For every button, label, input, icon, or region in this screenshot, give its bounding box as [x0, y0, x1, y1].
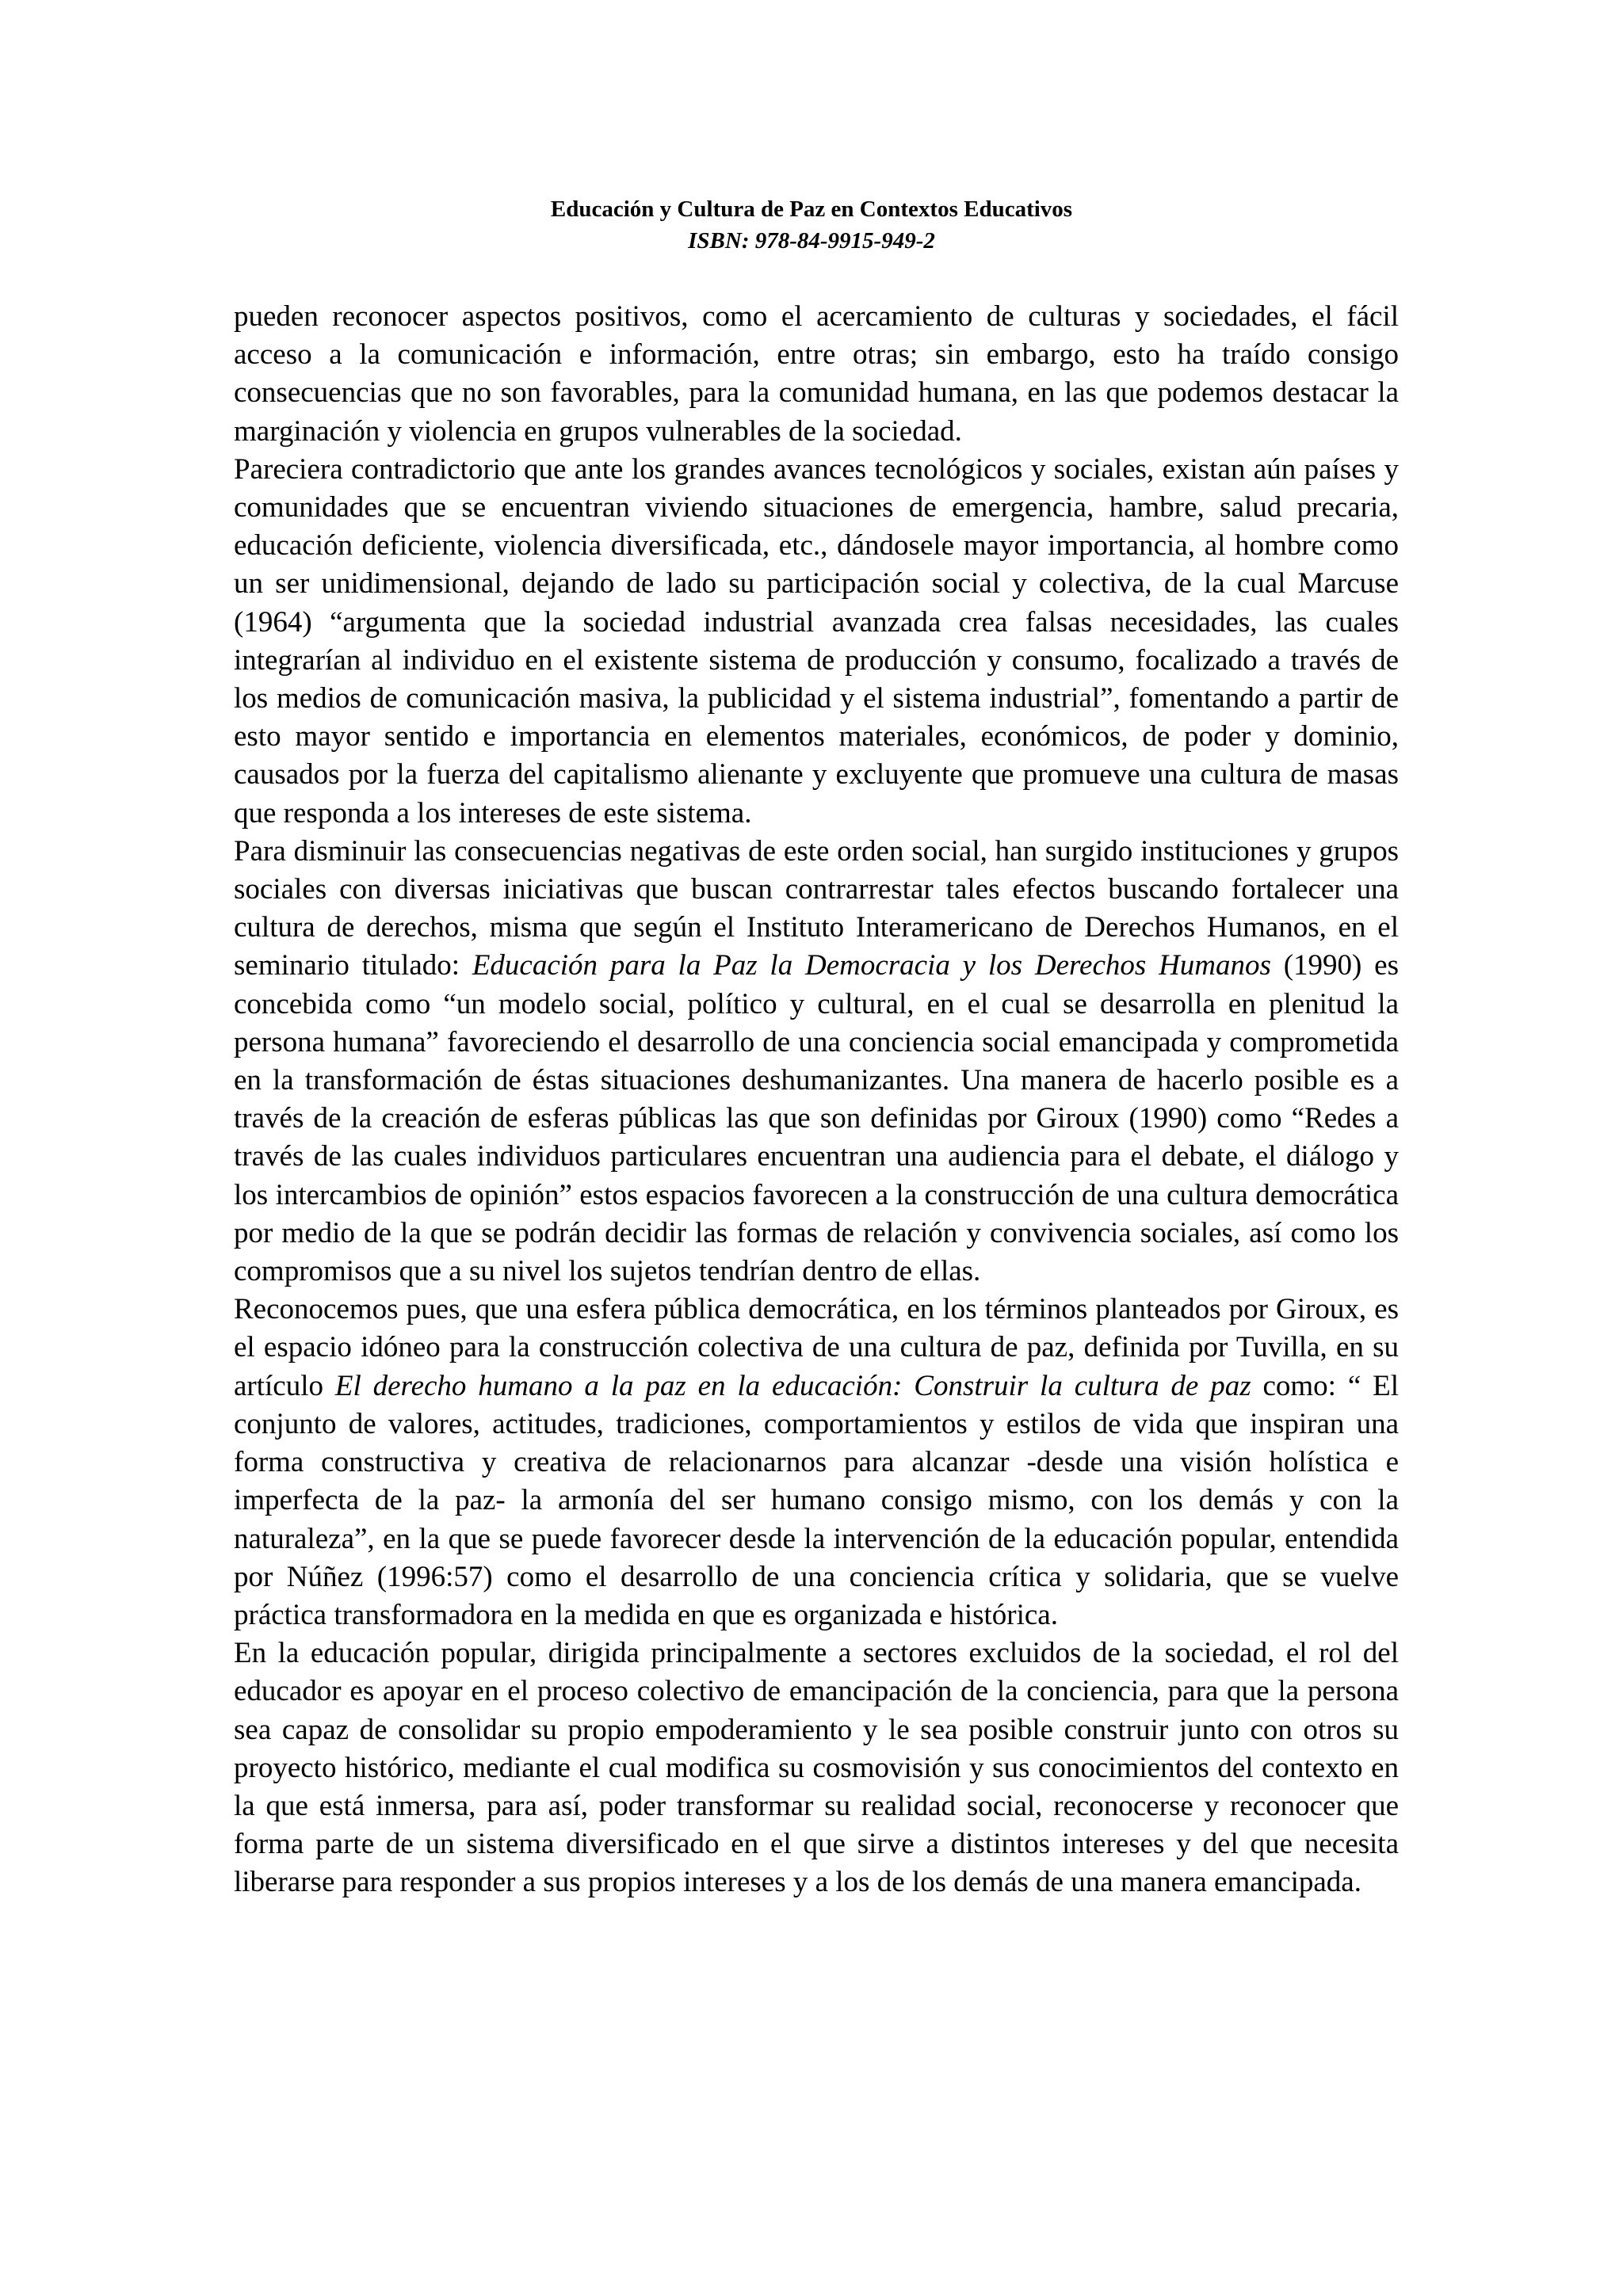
header-title: Educación y Cultura de Paz en Contextos Educativos [550, 196, 1073, 222]
paragraph-text: pueden reconocer aspectos positivos, como el acercamiento de culturas y sociedades, el fácil acceso a la comunicación e información, entre otras; sin embargo, esto ha traído consigo consecuencias que no son favorables, para la comunidad humana, en las que podemos destacar la marginación y violencia en grupos vulnerables de la sociedad. [234, 300, 1399, 448]
body-text [234, 298, 1399, 1902]
header-isbn: ISBN: 978-84-9915-949-2 [688, 228, 935, 254]
paragraph-text: Para disminuir las consecuencias negativas de este orden social, han surgido instituciones y grupos sociales con diversas iniciativas que buscan contrarrestar tales efectos buscando fortalecer una cultura de derechos, misma que según el Instituto Interamericano de Derechos Humanos, en el seminario titulado: [234, 834, 1399, 982]
article-title-italic: El derecho humano a la paz en la educación: Construir la cultura de paz [334, 1369, 1251, 1402]
paragraph [234, 833, 1399, 1291]
paragraph-text: En la educación popular, dirigida principalmente a sectores excluidos de la sociedad, el rol del educador es apoyar en el proceso colectivo de emancipación de la conciencia, para que la persona sea capaz de consolidar su propio empoderamiento y le sea posible construir junto con otros su proyecto histórico, mediante el cual modifica su cosmovisión y sus conocimientos del contexto en la que está inmersa, para así, poder transformar su realidad social, reconocerse y reconocer que forma parte de un sistema diversificado en el que sirve a distintos intereses y del que necesita liberarse para responder a sus propios intereses y a los de los demás de una manera emancipada. [234, 1637, 1399, 1899]
running-header [0, 193, 1623, 257]
paragraph [234, 298, 1399, 451]
seminar-title-italic: Educación para la Paz la Democracia y los Derechos Humanos [472, 949, 1271, 982]
paragraph [234, 1634, 1399, 1901]
paragraph [234, 451, 1399, 833]
paragraph-text: como: “ El conjunto de valores, actitudes, tradiciones, comportamientos y estilos de vida que inspiran una forma constructiva y creativa de relacionarnos para alcanzar -desde una visión holística e imperfecta de la paz- la armonía del ser humano consigo mismo, con los demás y con la naturaleza”, en la que se puede favorecer desde la intervención de la educación popular, entendida por Núñez (1996:57) como el desarrollo de una conciencia crítica y solidaria, que se vuelve práctica transformadora en la medida en que es organizada e histórica. [234, 1369, 1399, 1631]
paragraph [234, 1291, 1399, 1634]
paragraph-text: Pareciera contradictorio que ante los grandes avances tecnológicos y sociales, existan aún países y comunidades que se encuentran viviendo situaciones de emergencia, hambre, salud precaria, educación deficiente, violencia diversificada, etc., dándosele mayor importancia, al hombre como un ser unidimensional, dejando de lado su participación social y colectiva, de la cual Marcuse (1964) “argumenta que la sociedad industrial avanzada crea falsas necesidades, las cuales integrarían al individuo en el existente sistema de producción y consumo, focalizado a través de los medios de comunicación masiva, la publicidad y el sistema industrial”, fomentando a partir de esto mayor sentido e importancia en elementos materiales, económicos, de poder y dominio, causados por la fuerza del capitalismo alienante y excluyente que promueve una cultura de masas que responda a los intereses de este sistema. [234, 452, 1399, 830]
paragraph-text: (1990) es concebida como “un modelo social, político y cultural, en el cual se desarrolla en plenitud la persona humana” favoreciendo el desarrollo de una conciencia social emancipada y comprometida en la transformación de éstas situaciones deshumanizantes. Una manera de hacerlo posible es a través de la creación de esferas públicas las que son definidas por Giroux (1990) como “Redes a través de las cuales individuos particulares encuentran una audiencia para el debate, el diálogo y los intercambios de opinión” estos espacios favorecen a la construcción de una cultura democrática por medio de la que se podrán decidir las formas de relación y convivencia sociales, así como los compromisos que a su nivel los sujetos tendrían dentro de ellas. [234, 949, 1399, 1288]
paragraph-text: Reconocemos pues, que una esfera pública democrática, en los términos planteados por Giroux, es el espacio idóneo para la construcción colectiva de una cultura de paz, definida por Tuvilla, en su artículo [234, 1293, 1399, 1402]
